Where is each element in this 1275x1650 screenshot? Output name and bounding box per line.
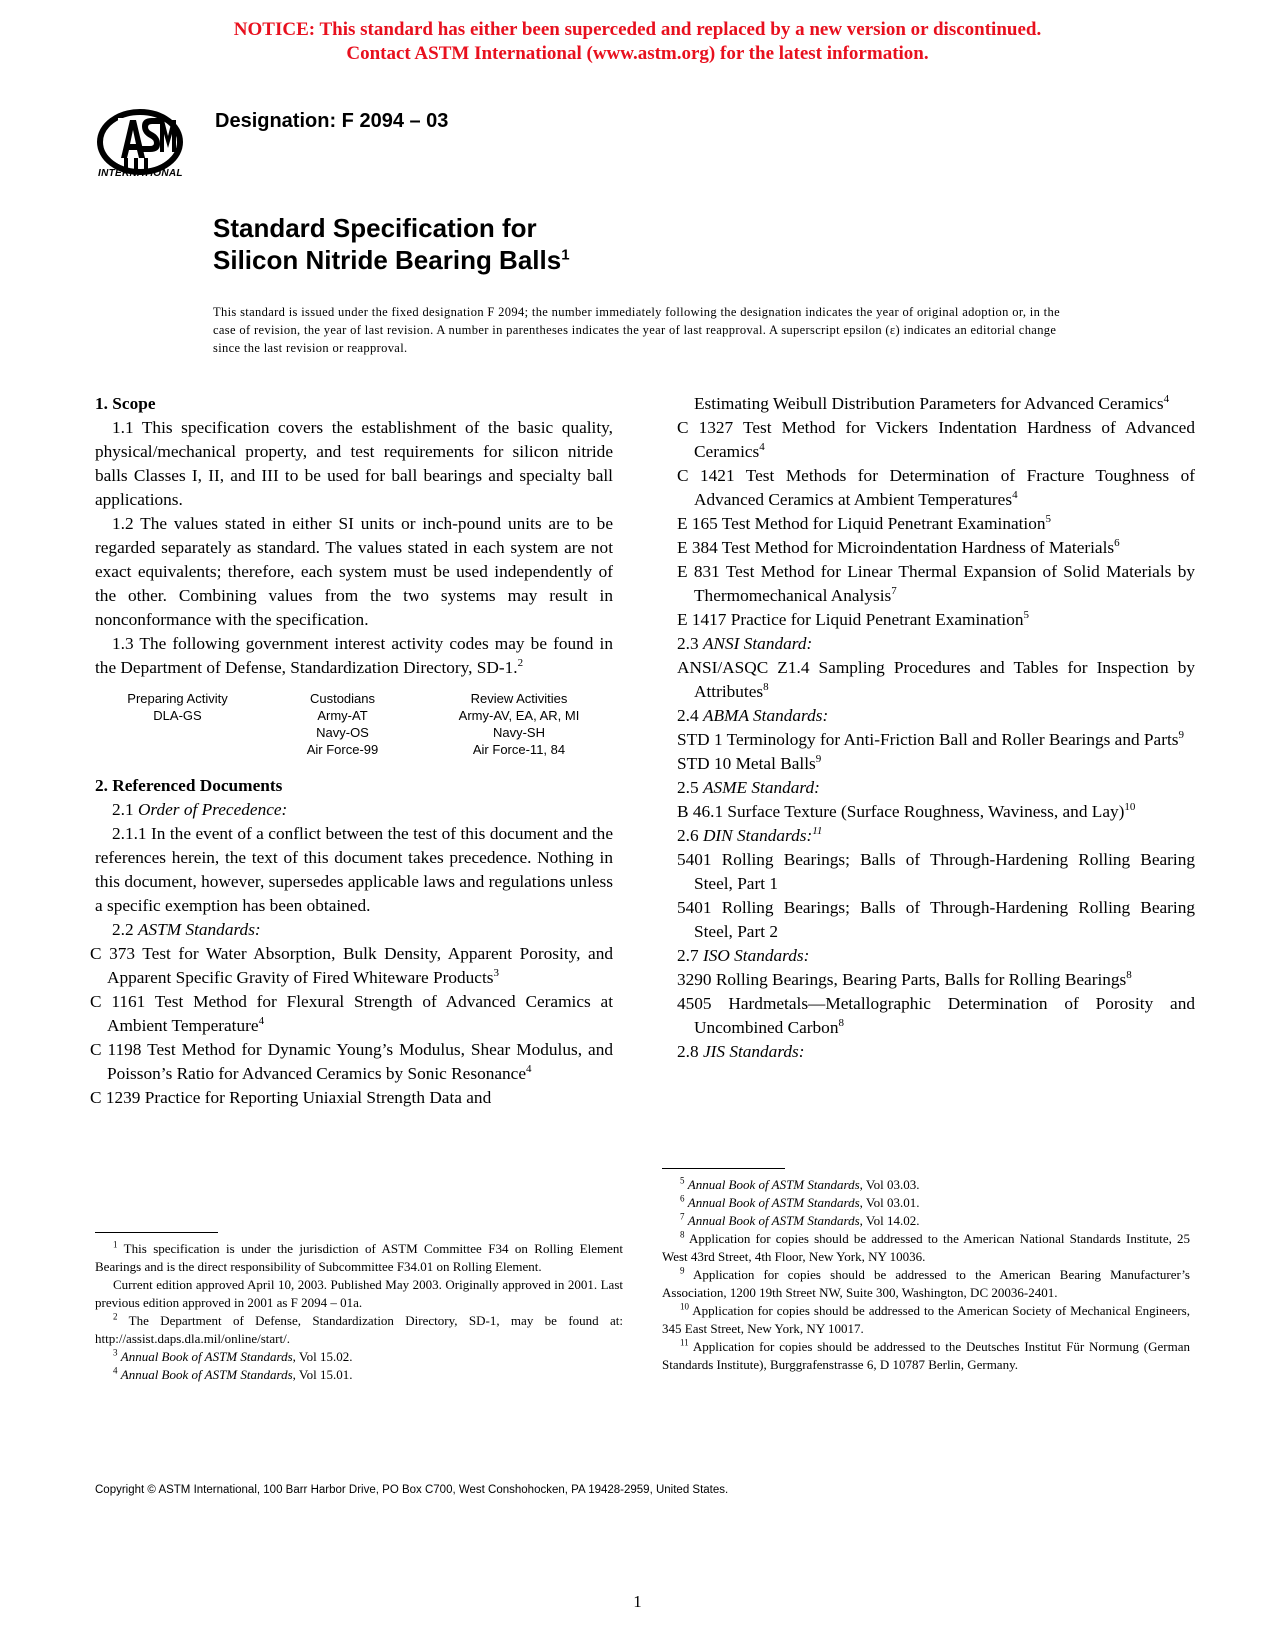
iso-ref-3290: 3290 Rolling Bearings, Bearing Parts, Balls for Rolling Bearings$^8$ (677, 969, 1132, 989)
codes-cell: Army-AT (317, 708, 368, 723)
astm-ref-c1239-continued: Estimating Weibull Distribution Parameters for Advanced Ceramics$^4$ (694, 393, 1170, 413)
astm-ref-e831: E 831 Test Method for Linear Thermal Expansion of Solid Materials by Thermomechanical Analysis$^7$ (677, 562, 1195, 605)
activity-codes-table (95, 690, 613, 758)
copyright-line: Copyright © ASTM International, 100 Barr Harbor Drive, PO Box C700, West Conshohocken, PA 19428-2959, United States. (95, 1484, 729, 1496)
subsection-2-4: 2.4 ABMA Standards: (677, 706, 829, 725)
footnote-rule-right (662, 1168, 785, 1169)
logo-subtext: INTERNATIONAL (98, 168, 183, 179)
page-number: 1 (633, 1592, 642, 1611)
astm-ref-c1198: C 1198 Test Method for Dynamic Young’s Modulus, Shear Modulus, and Poisson’s Ratio for Advanced Ceramics by Sonic Resonance$^4$ (90, 1040, 613, 1083)
astm-ref-c1161: C 1161 Test Method for Flexural Strength of Advanced Ceramics at Ambient Temperature$^4$ (90, 992, 613, 1035)
footnote-4: $^4$ Annual Book of ASTM Standards, Vol 15.01. (113, 1365, 353, 1382)
footnote-1-edition: Current edition approved April 10, 2003. Published May 2003. Originally approved in 2001. Last previous edition approved in 2001 as F 2094 – 01a. (95, 1277, 623, 1310)
iso-ref-4505: 4505 Hardmetals—Metallographic Determination of Porosity and Uncombined Carbon$^8$ (677, 994, 1195, 1037)
footnote-8: $^8$ Application for copies should be addressed to the American National Standards Institute, 25 West 43rd Street, 4th Floor, New York, NY 10036. (662, 1229, 1190, 1264)
footnote-2: $^2$ The Department of Defense, Standardization Directory, SD-1, may be found at: http://assist.daps.dla.mil/online/start/. (95, 1311, 624, 1346)
subsection-2-7: 2.7 ISO Standards: (677, 946, 810, 965)
document-title (213, 212, 570, 276)
din-ref-part2: 5401 Rolling Bearings; Balls of Through-Hardening Rolling Bearing Steel, Part 2 (677, 898, 1195, 941)
asme-ref-b461: B 46.1 Surface Texture (Surface Roughness, Waviness, and Lay)$^{10}$ (677, 801, 1136, 821)
astm-ref-e1417: E 1417 Practice for Liquid Penetrant Examination$^5$ (677, 609, 1029, 629)
left-column (90, 392, 613, 1110)
abma-ref-std1: STD 1 Terminology for Anti-Friction Ball and Roller Bearings and Parts$^9$ (677, 729, 1184, 749)
designation: Designation: F 2094 – 03 (215, 110, 449, 132)
footnote-10: $^{10}$ Application for copies should be addressed to the American Society of Mechanical Engineers, 345 East Street, New York, NY 10017. (662, 1301, 1190, 1336)
subsection-2-2: 2.2 ASTM Standards: (112, 920, 261, 939)
footnote-rule-left (95, 1232, 218, 1233)
codes-header: Preparing Activity (127, 691, 228, 706)
section-heading-scope: 1. Scope (95, 394, 156, 413)
footnote-6: $^6$ Annual Book of ASTM Standards, Vol 03.01. (680, 1193, 920, 1210)
footnote-3: $^3$ Annual Book of ASTM Standards, Vol 15.02. (113, 1347, 353, 1364)
footnote-7: $^7$ Annual Book of ASTM Standards, Vol 14.02. (680, 1211, 920, 1228)
codes-cell: Navy-OS (316, 725, 369, 740)
para-1-1: 1.1 This specification covers the establishment of the basic quality, physical/mechanical property, and test requirements for silicon nitride balls Classes I, II, and III to be used for ball bearings and specialty ball applications. (95, 418, 613, 509)
codes-cell: Air Force-11, 84 (472, 742, 566, 757)
subsection-2-1: 2.1 Order of Precedence: (112, 800, 288, 819)
astm-ref-e384: E 384 Test Method for Microindentation Hardness of Materials$^6$ (677, 537, 1120, 557)
footnote-5: $^5$ Annual Book of ASTM Standards, Vol 03.03. (680, 1175, 920, 1192)
codes-header: Review Activities (470, 691, 568, 706)
title-line-2: Silicon Nitride Bearing Balls$^1$ (213, 245, 570, 275)
para-2-1-1: 2.1.1 In the event of a conflict between the test of this document and the references herein, the text of this document takes precedence. Nothing in this document, however, supersedes applicable laws and regulations unless a specific exemption has been obtained. (95, 824, 613, 915)
right-column (677, 392, 1195, 1064)
para-1-2: 1.2 The values stated in either SI units or inch-pound units are to be regarded separately as standard. The values stated in each system are not exact equivalents; therefore, each system must be used independently of the other. Combining values from the two systems may result in nonconformance with the specification. (95, 514, 613, 629)
codes-cell: Navy-SH (492, 725, 545, 740)
issuance-note: This standard is issued under the fixed designation F 2094; the number immediately following the designation indicates the year of original adoption or, in the case of revision, the year of last revision. A number in parentheses indicates the year of last reapproval. A superscript epsilon (ε) indicates an editorial change since the last revision or reapproval. (213, 305, 1060, 355)
subsection-2-6: 2.6 DIN Standards:$^{11}$ (677, 825, 823, 845)
codes-cell (95, 724, 260, 741)
codes-cell: Army-AV, EA, AR, MI (458, 708, 580, 723)
para-1-3: 1.3 The following government interest activity codes may be found in the Department of Defense, Standardization Directory, SD-1.$^2$ (95, 634, 613, 677)
astm-ref-c373: C 373 Test for Water Absorption, Bulk Density, Apparent Porosity, and Apparent Specific Gravity of Fired Whiteware Products$^3$ (90, 944, 613, 987)
codes-header: Custodians (309, 691, 376, 706)
supersede-notice (0, 18, 1275, 66)
notice-line-1: NOTICE: This standard has either been superceded and replaced by a new version or discontinued. (233, 19, 1042, 40)
codes-cell: DLA-GS (153, 708, 202, 723)
footnotes-left (95, 1240, 623, 1384)
subsection-2-8: 2.8 JIS Standards: (677, 1042, 805, 1061)
footnote-11: $^{11}$ Application for copies should be addressed to the Deutsches Institut Für Normung (German Standards Institute), Burggrafenstrasse 6, D 10787 Berlin, Germany. (662, 1337, 1190, 1372)
astm-ref-c1421: C 1421 Test Methods for Determination of Fracture Toughness of Advanced Ceramics at Ambient Temperatures$^4$ (677, 466, 1195, 509)
codes-cell (95, 741, 260, 758)
footnotes-right (662, 1176, 1190, 1374)
codes-cell: Air Force-99 (306, 742, 379, 757)
ansi-ref-z14: ANSI/ASQC Z1.4 Sampling Procedures and Tables for Inspection by Attributes$^8$ (677, 658, 1195, 701)
astm-ref-e165: E 165 Test Method for Liquid Penetrant Examination$^5$ (677, 513, 1052, 533)
footnote-9: $^9$ Application for copies should be addressed to the American Bearing Manufacturer’s Association, 1200 19th Street NW, Suite 300, Washington, DC 20036-2401. (662, 1265, 1190, 1300)
title-footnote-ref: 1 (561, 246, 570, 264)
din-ref-part1: 5401 Rolling Bearings; Balls of Through-Hardening Rolling Bearing Steel, Part 1 (677, 850, 1195, 893)
section-heading-referenced-documents: 2. Referenced Documents (95, 776, 283, 795)
title-line-1: Standard Specification for (213, 213, 537, 243)
astm-ref-c1239: C 1239 Practice for Reporting Uniaxial Strength Data and (90, 1088, 492, 1107)
subsection-2-3: 2.3 ANSI Standard: (677, 634, 813, 653)
footnote-1: $^1$ This specification is under the jurisdiction of ASTM Committee F34 on Rolling Element Bearings and is the direct responsibility of Subcommittee F34.01 on Rolling Element. (95, 1239, 623, 1274)
notice-line-2: Contact ASTM International (www.astm.org) for the latest information. (346, 43, 929, 64)
subsection-2-5: 2.5 ASME Standard: (677, 778, 820, 797)
abma-ref-std10: STD 10 Metal Balls$^9$ (677, 753, 822, 773)
astm-ref-c1327: C 1327 Test Method for Vickers Indentation Hardness of Advanced Ceramics$^4$ (677, 418, 1195, 461)
